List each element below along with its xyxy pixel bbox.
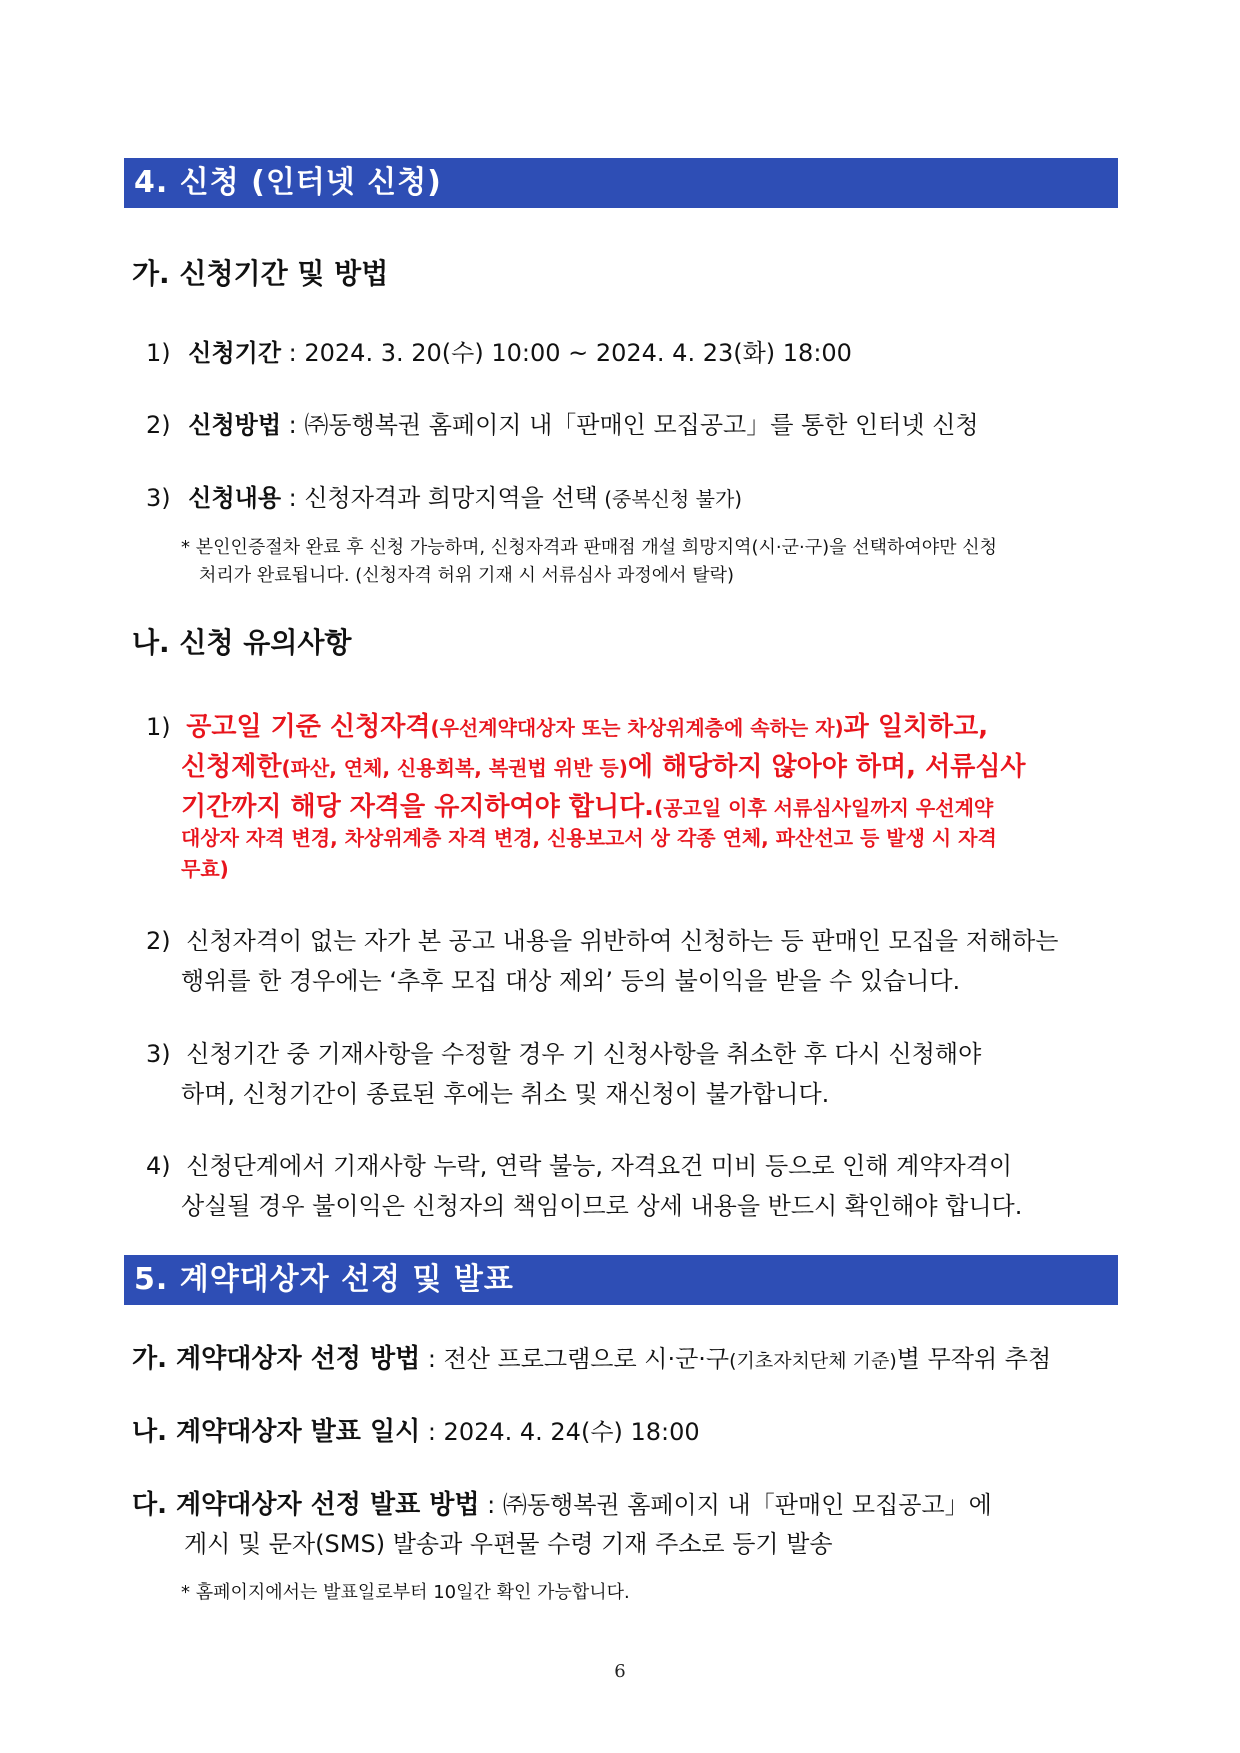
- apply-method-value: : ㈜동행복권 홈페이지 내「판매인 모집공고」를 통한 인터넷 신청: [281, 411, 979, 439]
- item-number: 2): [146, 411, 171, 439]
- caution-item-2-line1: [146, 921, 1058, 956]
- page-number: 6: [614, 1661, 626, 1682]
- caution-item-1-line2: [181, 746, 1026, 783]
- announcement-date-heading: 나. 계약대상자 발표 일시: [132, 1417, 421, 1447]
- caution-item-1-line5: [181, 853, 229, 882]
- apply-content-line: [146, 478, 742, 513]
- announcement-method-text: : ㈜동행복권 홈페이지 내「판매인 모집공고」에: [479, 1491, 992, 1519]
- caution-red-text: 기간까지 해당 자격을 유지하여야 합니다.: [181, 792, 655, 822]
- item-number: 1): [146, 339, 171, 367]
- caution-text: 신청단계에서 기재사항 누락, 연락 불능, 자격요건 미비 등으로 인해 계약자격이: [186, 1152, 1013, 1180]
- apply-period-line: [146, 333, 852, 368]
- caution-red-text: 무효): [181, 857, 229, 881]
- caution-red-text: 공고일 기준 신청자격: [186, 712, 431, 742]
- caution-red-text: 신청제한: [181, 752, 282, 782]
- caution-item-4-line1: [146, 1146, 1012, 1181]
- caution-item-1-line1: [146, 706, 988, 743]
- item-number: 3): [146, 484, 171, 512]
- section-4-na-heading: 나. 신청 유의사항: [132, 626, 352, 659]
- caution-red-text: (공고일 이후 서류심사일까지 우선계약: [654, 796, 994, 820]
- caution-item-3-line2: 하며, 신청기간이 종료된 후에는 취소 및 재신청이 불가합니다.: [181, 1080, 830, 1108]
- item-number: 2): [146, 927, 171, 955]
- caution-text: 신청기간 중 기재사항을 수정할 경우 기 신청사항을 취소한 후 다시 신청해야: [186, 1040, 982, 1068]
- announcement-date-value: : 2024. 4. 24(수) 18:00: [420, 1418, 700, 1446]
- caution-item-1-line3: [181, 786, 993, 823]
- apply-content-value: : 신청자격과 희망지역을 선택: [281, 484, 598, 512]
- selection-method-paren: (기초자치단체 기준): [729, 1350, 897, 1372]
- apply-method-line: [146, 405, 979, 440]
- item-number: 1): [146, 713, 171, 741]
- announcement-method-line: [132, 1484, 992, 1521]
- selection-method-line: [132, 1338, 1051, 1375]
- selection-method-text: : 전산 프로그램으로 시·군·구: [420, 1345, 730, 1373]
- caution-item-2-line2: 행위를 한 경우에는 ‘추후 모집 대상 제외’ 등의 불이익을 받을 수 있습니다.: [181, 967, 961, 995]
- apply-content-paren: (중복신청 불가): [597, 487, 743, 511]
- caution-red-text: (우선계약대상자 또는 차상위계층에 속하는 자): [430, 716, 844, 740]
- verification-note-line1: * 본인인증절차 완료 후 신청 가능하며, 신청자격과 판매점 개설 희망지역(시·군·구)을 선택하여야만 신청: [181, 537, 998, 558]
- caution-item-1-line4: [181, 822, 997, 851]
- announcement-method-line2: 게시 및 문자(SMS) 발송과 우편물 수령 기재 주소로 등기 발송: [184, 1530, 833, 1558]
- selection-method-text: 별 무작위 추첨: [896, 1345, 1052, 1373]
- section-5-title: 5. 계약대상자 선정 및 발표: [124, 1255, 1118, 1305]
- caution-text: 신청자격이 없는 자가 본 공고 내용을 위반하여 신청하는 등 판매인 모집을 저해하는: [186, 927, 1059, 955]
- apply-content-label: 신청내용: [188, 484, 282, 512]
- apply-period-value: : 2024. 3. 20(수) 10:00 ~ 2024. 4. 23(화) 18:00: [281, 339, 852, 367]
- verification-note-line2: 처리가 완료됩니다. (신청자격 허위 기재 시 서류심사 과정에서 탈락): [199, 565, 735, 586]
- caution-red-text: 대상자 자격 변경, 차상위계층 자격 변경, 신용보고서 상 각종 연체, 파산선고 등 발생 시 자격: [181, 826, 997, 850]
- section-4-title: 4. 신청 (인터넷 신청): [124, 158, 1118, 208]
- apply-method-label: 신청방법: [188, 411, 282, 439]
- caution-red-text: 에 해당하지 않아야 하며, 서류심사: [627, 752, 1026, 782]
- announcement-method-heading: 다. 계약대상자 선정 발표 방법: [132, 1490, 480, 1520]
- selection-method-heading: 가. 계약대상자 선정 방법: [132, 1344, 421, 1374]
- announcement-date-line: [132, 1411, 700, 1448]
- homepage-note: * 홈페이지에서는 발표일로부터 10일간 확인 가능합니다.: [181, 1582, 630, 1603]
- apply-period-label: 신청기간: [188, 339, 282, 367]
- caution-red-text: 과 일치하고,: [843, 712, 989, 742]
- caution-item-3-line1: [146, 1034, 981, 1069]
- caution-item-4-line2: 상실될 경우 불이익은 신청자의 책임이므로 상세 내용을 반드시 확인해야 합니다.: [181, 1192, 1023, 1220]
- item-number: 3): [146, 1040, 171, 1068]
- section-4-ga-heading: 가. 신청기간 및 방법: [132, 257, 389, 290]
- caution-red-text: (파산, 연체, 신용회복, 복권법 위반 등): [281, 756, 628, 780]
- item-number: 4): [146, 1152, 171, 1180]
